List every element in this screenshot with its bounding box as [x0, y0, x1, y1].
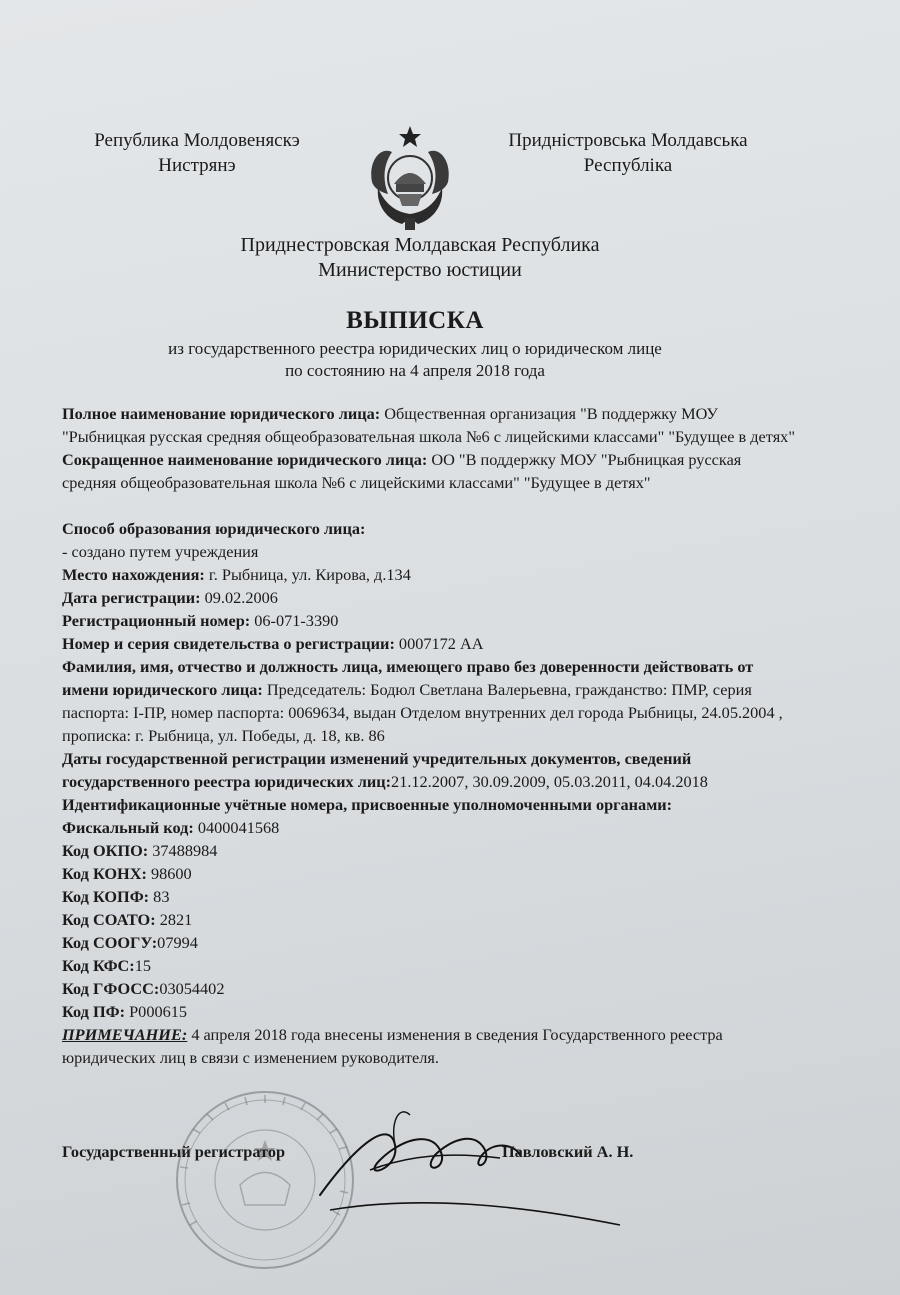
field-head-label: Фамилия, имя, отчество и должность лица, имеющего право без доверенности действовать от имени юридического лица:	[62, 657, 754, 699]
field-pf-label: Код ПФ:	[62, 1002, 126, 1021]
field-gfoss	[62, 977, 797, 1000]
field-pf-value: Р000615	[125, 1002, 188, 1021]
header-ukrainian-line1: Придністровська Молдавська	[508, 130, 748, 151]
field-fiscal	[62, 816, 797, 839]
spacer	[62, 494, 797, 517]
field-kfs	[62, 954, 797, 977]
field-location-label: Место нахождения:	[62, 565, 205, 584]
header-moldovan	[62, 128, 332, 178]
field-short-name-value: ОО "В поддержку МОУ "Рыбницкая русская средняя общеобразовательная школа №6 с лицейскими классами" "Будущее в детях"	[62, 450, 742, 492]
handwritten-signature-icon	[300, 1100, 630, 1240]
field-ids	[62, 793, 797, 816]
header-moldovan-line1: Републикa Молдовеняскэ	[94, 130, 300, 151]
field-certificate-value: 0007172 АА	[394, 634, 484, 653]
document-title: ВЫПИСКА	[346, 307, 484, 334]
field-okpo-value: 37488984	[148, 841, 218, 860]
field-reg-date	[62, 586, 797, 609]
note-label: ПРИМЕЧАНИЕ:	[62, 1025, 188, 1044]
ministry-name: Министерство юстиции	[318, 259, 522, 281]
field-reg-number-label: Регистрационный номер:	[62, 611, 251, 630]
field-soato-value: 2821	[155, 910, 193, 929]
field-formation-label: Способ образования юридического лица:	[62, 519, 366, 538]
field-konh	[62, 862, 797, 885]
field-fiscal-label: Фискальный код:	[62, 818, 194, 837]
field-head	[62, 655, 797, 747]
field-changes-value: 21.12.2007, 30.09.2009, 05.03.2011, 04.04.2018	[391, 772, 708, 791]
field-head-value: Председатель: Бодюл Светлана Валерьевна, гражданство: ПМР, серия паспорта: I-ПР, номер паспорта: 0069634, выдан Отделом внутренних дел города Рыбницы, 24.05.2004 , прописка: г. Рыбница, ул. Победы, д. 18, кв. 86	[62, 680, 783, 745]
field-soogu-label: Код СООГУ:	[62, 933, 158, 952]
document-body	[62, 402, 797, 1069]
field-reg-number	[62, 609, 797, 632]
field-full-name	[62, 402, 797, 448]
field-short-name-label: Сокращенное наименование юридического лица:	[62, 450, 428, 469]
republic-name: Приднестровская Молдавская Республика	[240, 234, 600, 256]
field-konh-label: Код КОНХ:	[62, 864, 147, 883]
field-certificate	[62, 632, 797, 655]
field-kopf-label: Код КОПФ:	[62, 887, 150, 906]
registrar-label: Государственный регистратор	[62, 1142, 286, 1161]
header-ukrainian	[478, 128, 778, 178]
field-kfs-label: Код КФС:	[62, 956, 135, 975]
field-soogu	[62, 931, 797, 954]
field-reg-number-value: 06-071-3390	[250, 611, 339, 630]
field-certificate-label: Номер и серия свидетельства о регистрации:	[62, 634, 395, 653]
field-location-value: г. Рыбница, ул. Кирова, д.134	[204, 565, 411, 584]
field-reg-date-label: Дата регистрации:	[62, 588, 201, 607]
field-kopf	[62, 885, 797, 908]
note	[62, 1023, 797, 1069]
field-pf	[62, 1000, 797, 1023]
header-moldovan-line2: Нистрянэ	[158, 155, 236, 176]
field-okpo	[62, 839, 797, 862]
field-konh-value: 98600	[146, 864, 192, 883]
note-text: 4 апреля 2018 года внесены изменения в сведения Государственного реестра юридических лиц в связи с изменением руководителя.	[62, 1025, 723, 1067]
field-full-name-value: Общественная организация "В поддержку МОУ "Рыбницкая русская средняя общеобразовательная школа №6 с лицейскими классами" "Будущее в детях"	[62, 404, 795, 446]
registrar-name: Павловский А. Н.	[502, 1142, 634, 1161]
field-soato	[62, 908, 797, 931]
field-reg-date-value: 09.02.2006	[200, 588, 278, 607]
header-ukrainian-line2: Республіка	[583, 155, 673, 176]
field-full-name-label: Полное наименование юридического лица:	[62, 404, 381, 423]
field-okpo-label: Код ОКПО:	[62, 841, 149, 860]
field-formation-value: - создано путем учреждения	[62, 542, 259, 561]
field-formation	[62, 517, 797, 540]
field-changes	[62, 747, 797, 793]
field-short-name	[62, 448, 797, 494]
document-date-line: по состоянию на 4 апреля 2018 года	[285, 361, 545, 380]
field-location	[62, 563, 797, 586]
field-changes-label: Даты государственной регистрации изменений учредительных документов, сведений государственного реестра юридических лиц:	[62, 749, 692, 791]
document-subtitle: из государственного реестра юридических лиц о юридическом лице	[168, 339, 662, 358]
field-kfs-value: 15	[134, 956, 152, 975]
field-fiscal-value: 0400041568	[193, 818, 280, 837]
state-emblem-icon	[358, 122, 462, 234]
field-soato-label: Код СОАТО:	[62, 910, 156, 929]
field-gfoss-value: 03054402	[159, 979, 225, 998]
field-kopf-value: 83	[149, 887, 170, 906]
field-gfoss-label: Код ГФОСС:	[62, 979, 160, 998]
field-soogu-value: 07994	[157, 933, 198, 952]
field-ids-label: Идентификационные учётные номера, присвоенные уполномоченными органами:	[62, 795, 673, 814]
